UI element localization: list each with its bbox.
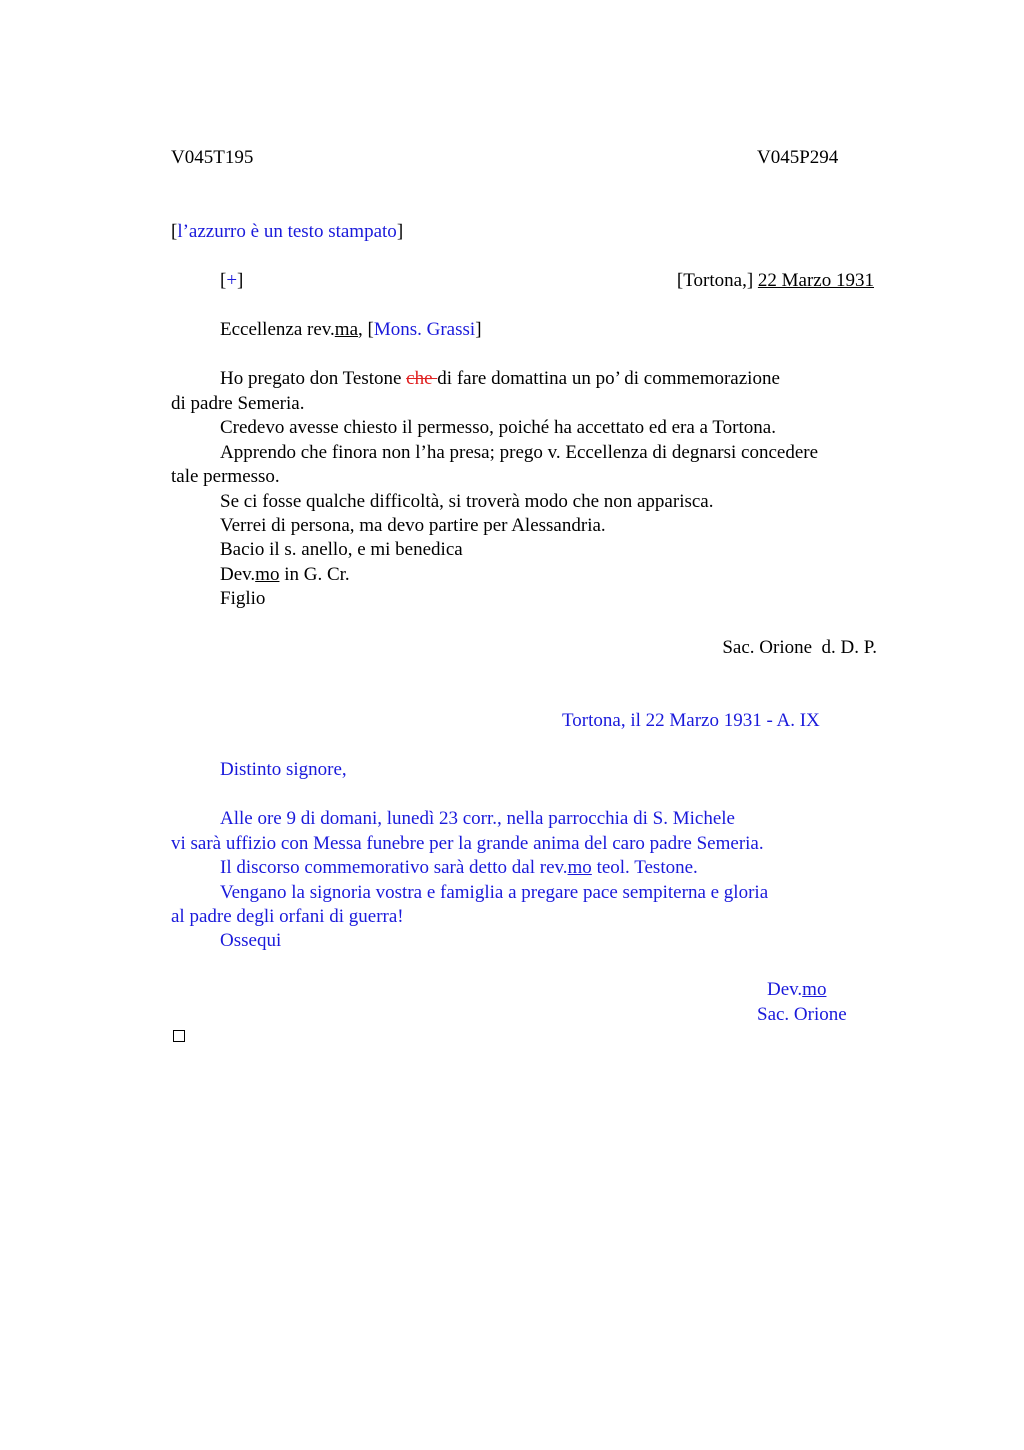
letter2-paragraph-3-cont: al padre degli orfani di guerra! [171, 906, 404, 927]
end-square-icon [173, 1030, 185, 1042]
bracket-open: [ [171, 221, 178, 242]
letter1-paragraph-5: Verrei di persona, ma devo partire per Alessandria. [220, 515, 606, 536]
letter1-paragraph-3-cont: tale permesso. [171, 466, 280, 487]
letter2-signature: Sac. Orione [757, 1004, 847, 1025]
letter1-paragraph-4: Se ci fosse qualche difficoltà, si troverà modo che non apparisca. [220, 491, 714, 512]
editor-note-text: l’azzurro è un testo stampato [177, 221, 397, 242]
recipient-name: Mons. Grassi [373, 319, 476, 340]
letter1-paragraph-1: Ho pregato don Testone che di fare domattina un po’ di commemorazione [220, 368, 780, 389]
cross-mark: [+] [220, 270, 244, 291]
letter2-paragraph-1-cont: vi sarà uffizio con Messa funebre per la grande anima del caro padre Semeria. [171, 833, 764, 854]
letter2-paragraph-1: Alle ore 9 di domani, lunedì 23 corr., nella parrocchia di S. Michele [220, 808, 735, 829]
letter2-paragraph-2: Il discorso commemorativo sarà detto dal rev.mo teol. Testone. [220, 857, 698, 878]
letter1-salutation: Eccellenza rev.ma, [Mons. Grassi] [220, 319, 482, 340]
letter1-place: [Tortona,] [676, 270, 754, 291]
bracket-close: ] [396, 221, 404, 242]
letter1-paragraph-1-cont: di padre Semeria. [171, 393, 305, 414]
cross-symbol: + [226, 270, 238, 291]
strikethrough-word: che [406, 368, 438, 389]
letter1-date: 22 Marzo 1931 [757, 270, 874, 291]
letter1-paragraph-6: Bacio il s. anello, e mi benedica [220, 539, 463, 560]
editor-note [171, 220, 403, 244]
document-code-left: V045T195 [171, 147, 254, 168]
letter1-place-date [677, 269, 874, 293]
letter2-closing: Dev.mo [767, 979, 827, 1000]
letter1-signature: Sac. Orione d. D. P. [722, 637, 877, 658]
letter1-paragraph-2: Credevo avesse chiesto il permesso, poiché ha accettato ed era a Tortona. [220, 417, 776, 438]
letter2-date-line: Tortona, il 22 Marzo 1931 - A. IX [562, 710, 820, 731]
letter1-closing-figlio: Figlio [220, 588, 266, 609]
letter2-salutation: Distinto signore, [220, 759, 347, 780]
letter1-closing: Dev.mo in G. Cr. [220, 564, 350, 585]
letter1-paragraph-3: Apprendo che finora non l’ha presa; prego v. Eccellenza di degnarsi concedere [220, 442, 819, 463]
letter2-paragraph-3: Vengano la signoria vostra e famiglia a pregare pace sempiterna e gloria [220, 882, 769, 903]
document-code-right: V045P294 [757, 147, 839, 168]
letter2-paragraph-4: Ossequi [220, 930, 282, 951]
